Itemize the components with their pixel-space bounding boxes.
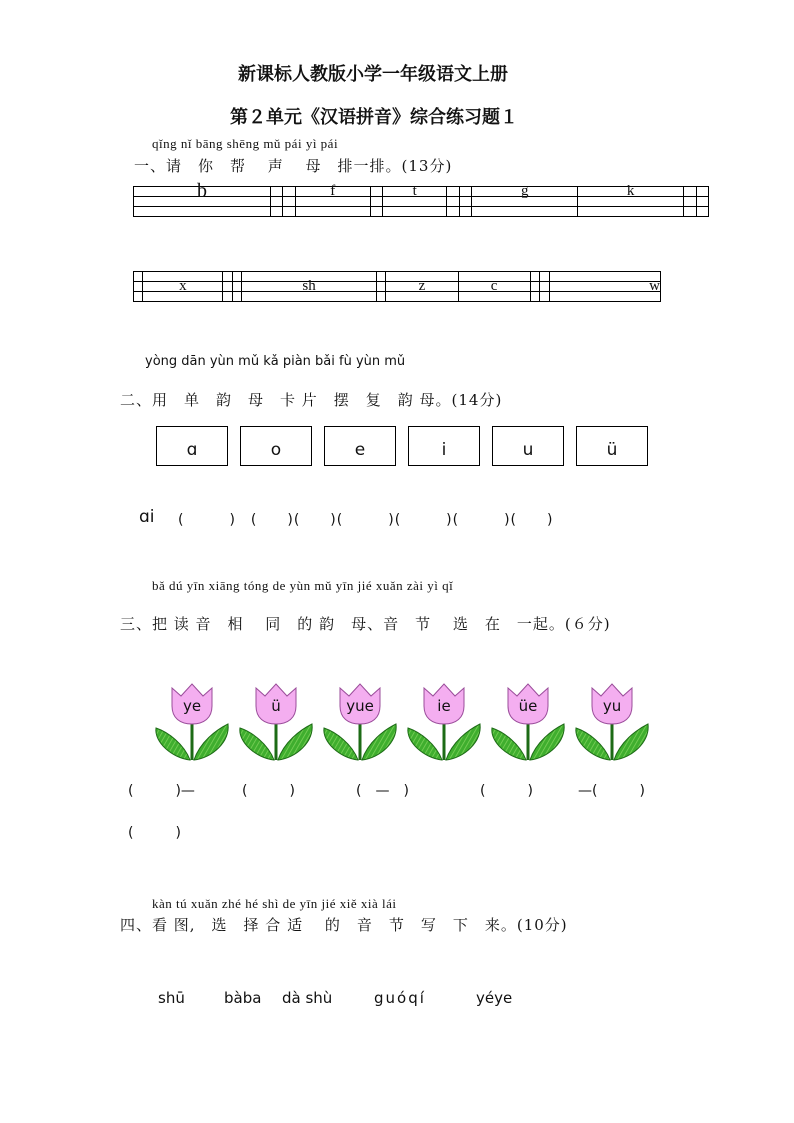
- q2-answer-label: ɑi: [139, 507, 155, 527]
- tulip-flower: [408, 684, 480, 760]
- grid-cell[interactable]: k: [578, 187, 684, 197]
- q1-text: 一、请 你 帮 声 母 排一排。(13分): [134, 157, 453, 175]
- tulip-flower: [156, 684, 228, 760]
- grid-cell[interactable]: [370, 187, 382, 197]
- q4-word-guoqi: guóqí: [374, 989, 426, 1007]
- leaf-left: [492, 728, 526, 760]
- grid-cell[interactable]: [377, 282, 386, 292]
- tulip-label: ü: [271, 697, 281, 715]
- grid-row: [134, 292, 661, 302]
- vowel-card-o[interactable]: o: [240, 426, 312, 466]
- leaf-right: [446, 724, 480, 760]
- q4-word-shu: shū: [158, 989, 185, 1007]
- q3-answer-3[interactable]: ( — ): [356, 783, 409, 799]
- grid-cell[interactable]: w: [549, 282, 661, 292]
- q2-text: 二、用 单 韵 母 卡 片 摆 复 韵 母。(14分): [120, 391, 503, 409]
- unit-title: 第２单元《汉语拼音》综合练习题１: [230, 107, 518, 128]
- tulip-label: ye: [182, 697, 202, 715]
- vowel-card-a[interactable]: ɑ: [156, 426, 228, 466]
- tulip-flower: [324, 684, 396, 760]
- grid-cell[interactable]: [530, 282, 539, 292]
- leaf-right: [194, 724, 228, 760]
- q1-consonant-grid-2: [133, 271, 661, 302]
- tulip-row: [150, 680, 650, 770]
- tulip-flower: [492, 684, 564, 760]
- leaf-left: [324, 728, 358, 760]
- tulip-flower: [240, 684, 312, 760]
- q3-answer-5[interactable]: —( ): [578, 783, 645, 799]
- leaf-left: [408, 728, 442, 760]
- grid-cell[interactable]: t: [383, 187, 447, 197]
- grid-cell[interactable]: [283, 187, 295, 197]
- leaf-right: [278, 724, 312, 760]
- grid-cell[interactable]: [134, 282, 143, 292]
- tulip-label: yue: [346, 697, 374, 715]
- grid-cell[interactable]: c: [458, 282, 530, 292]
- tulip-flower: [576, 684, 648, 760]
- leaf-right: [614, 724, 648, 760]
- tulip-label: üe: [518, 697, 538, 715]
- q2-pinyin: yòng dān yùn mǔ kǎ piàn bǎi fù yùn mǔ: [145, 354, 406, 369]
- grid-cell[interactable]: sh: [242, 282, 377, 292]
- grid-cell[interactable]: [270, 187, 282, 197]
- q4-word-dashu: dà shù: [282, 989, 333, 1007]
- q4-text: 四、看 图, 选 择 合 适 的 音 节 写 下 来。(10分): [120, 916, 568, 934]
- grid-row: [134, 187, 709, 197]
- grid-cell[interactable]: g: [472, 187, 578, 197]
- vowel-card-v[interactable]: ü: [576, 426, 648, 466]
- tulip-label: ie: [437, 697, 451, 715]
- vowel-card-e[interactable]: e: [324, 426, 396, 466]
- q1-consonant-grid-1: [133, 180, 709, 217]
- leaf-right: [530, 724, 564, 760]
- q3-answer-4[interactable]: ( ): [480, 783, 533, 799]
- q4-word-yeye: yéye: [476, 989, 513, 1007]
- grid-row: [134, 272, 661, 282]
- grid-cell[interactable]: [447, 187, 459, 197]
- grid-row: [134, 282, 661, 292]
- leaf-left: [576, 728, 610, 760]
- leaf-right: [362, 724, 396, 760]
- grid-cell[interactable]: [684, 187, 696, 197]
- grid-cell[interactable]: x: [143, 282, 223, 292]
- grid-row: [134, 197, 709, 207]
- leaf-left: [240, 728, 274, 760]
- grid-cell[interactable]: [223, 282, 232, 292]
- q4-word-baba: bàba: [224, 989, 262, 1007]
- q3-answer-1[interactable]: ( )—: [128, 783, 195, 799]
- grid-cell[interactable]: z: [386, 282, 458, 292]
- grid-cell[interactable]: [459, 187, 471, 197]
- grid-cell[interactable]: f: [295, 187, 370, 197]
- grid-row: [134, 207, 709, 217]
- q1-pinyin: qǐng nǐ bāng shēng mǔ pái yì pái: [152, 136, 339, 151]
- q4-pinyin: kàn tú xuǎn zhé hé shì de yīn jié xiě xià lái: [152, 896, 397, 911]
- document-title: 新课标人教版小学一年级语文上册: [238, 64, 508, 85]
- grid-cell[interactable]: [696, 187, 708, 197]
- q2-answer-blanks[interactable]: ( ) ( )( )( )( )( )( ): [178, 512, 554, 528]
- q3-answer-2[interactable]: ( ): [242, 783, 295, 799]
- grid-cell[interactable]: [540, 282, 549, 292]
- grid-cell[interactable]: [232, 282, 241, 292]
- grid-cell[interactable]: b: [134, 187, 271, 197]
- vowel-card-u[interactable]: u: [492, 426, 564, 466]
- vowel-card-i[interactable]: i: [408, 426, 480, 466]
- leaf-left: [156, 728, 190, 760]
- q3-text: 三、把 读 音 相 同 的 韵 母、音 节 选 在 一起。(６分): [120, 615, 611, 633]
- q3-answer-6[interactable]: ( ): [128, 825, 181, 841]
- q3-pinyin: bǎ dú yīn xiāng tóng de yùn mǔ yīn jié xuǎn zài yì qǐ: [152, 578, 454, 593]
- tulip-label: yu: [602, 697, 622, 715]
